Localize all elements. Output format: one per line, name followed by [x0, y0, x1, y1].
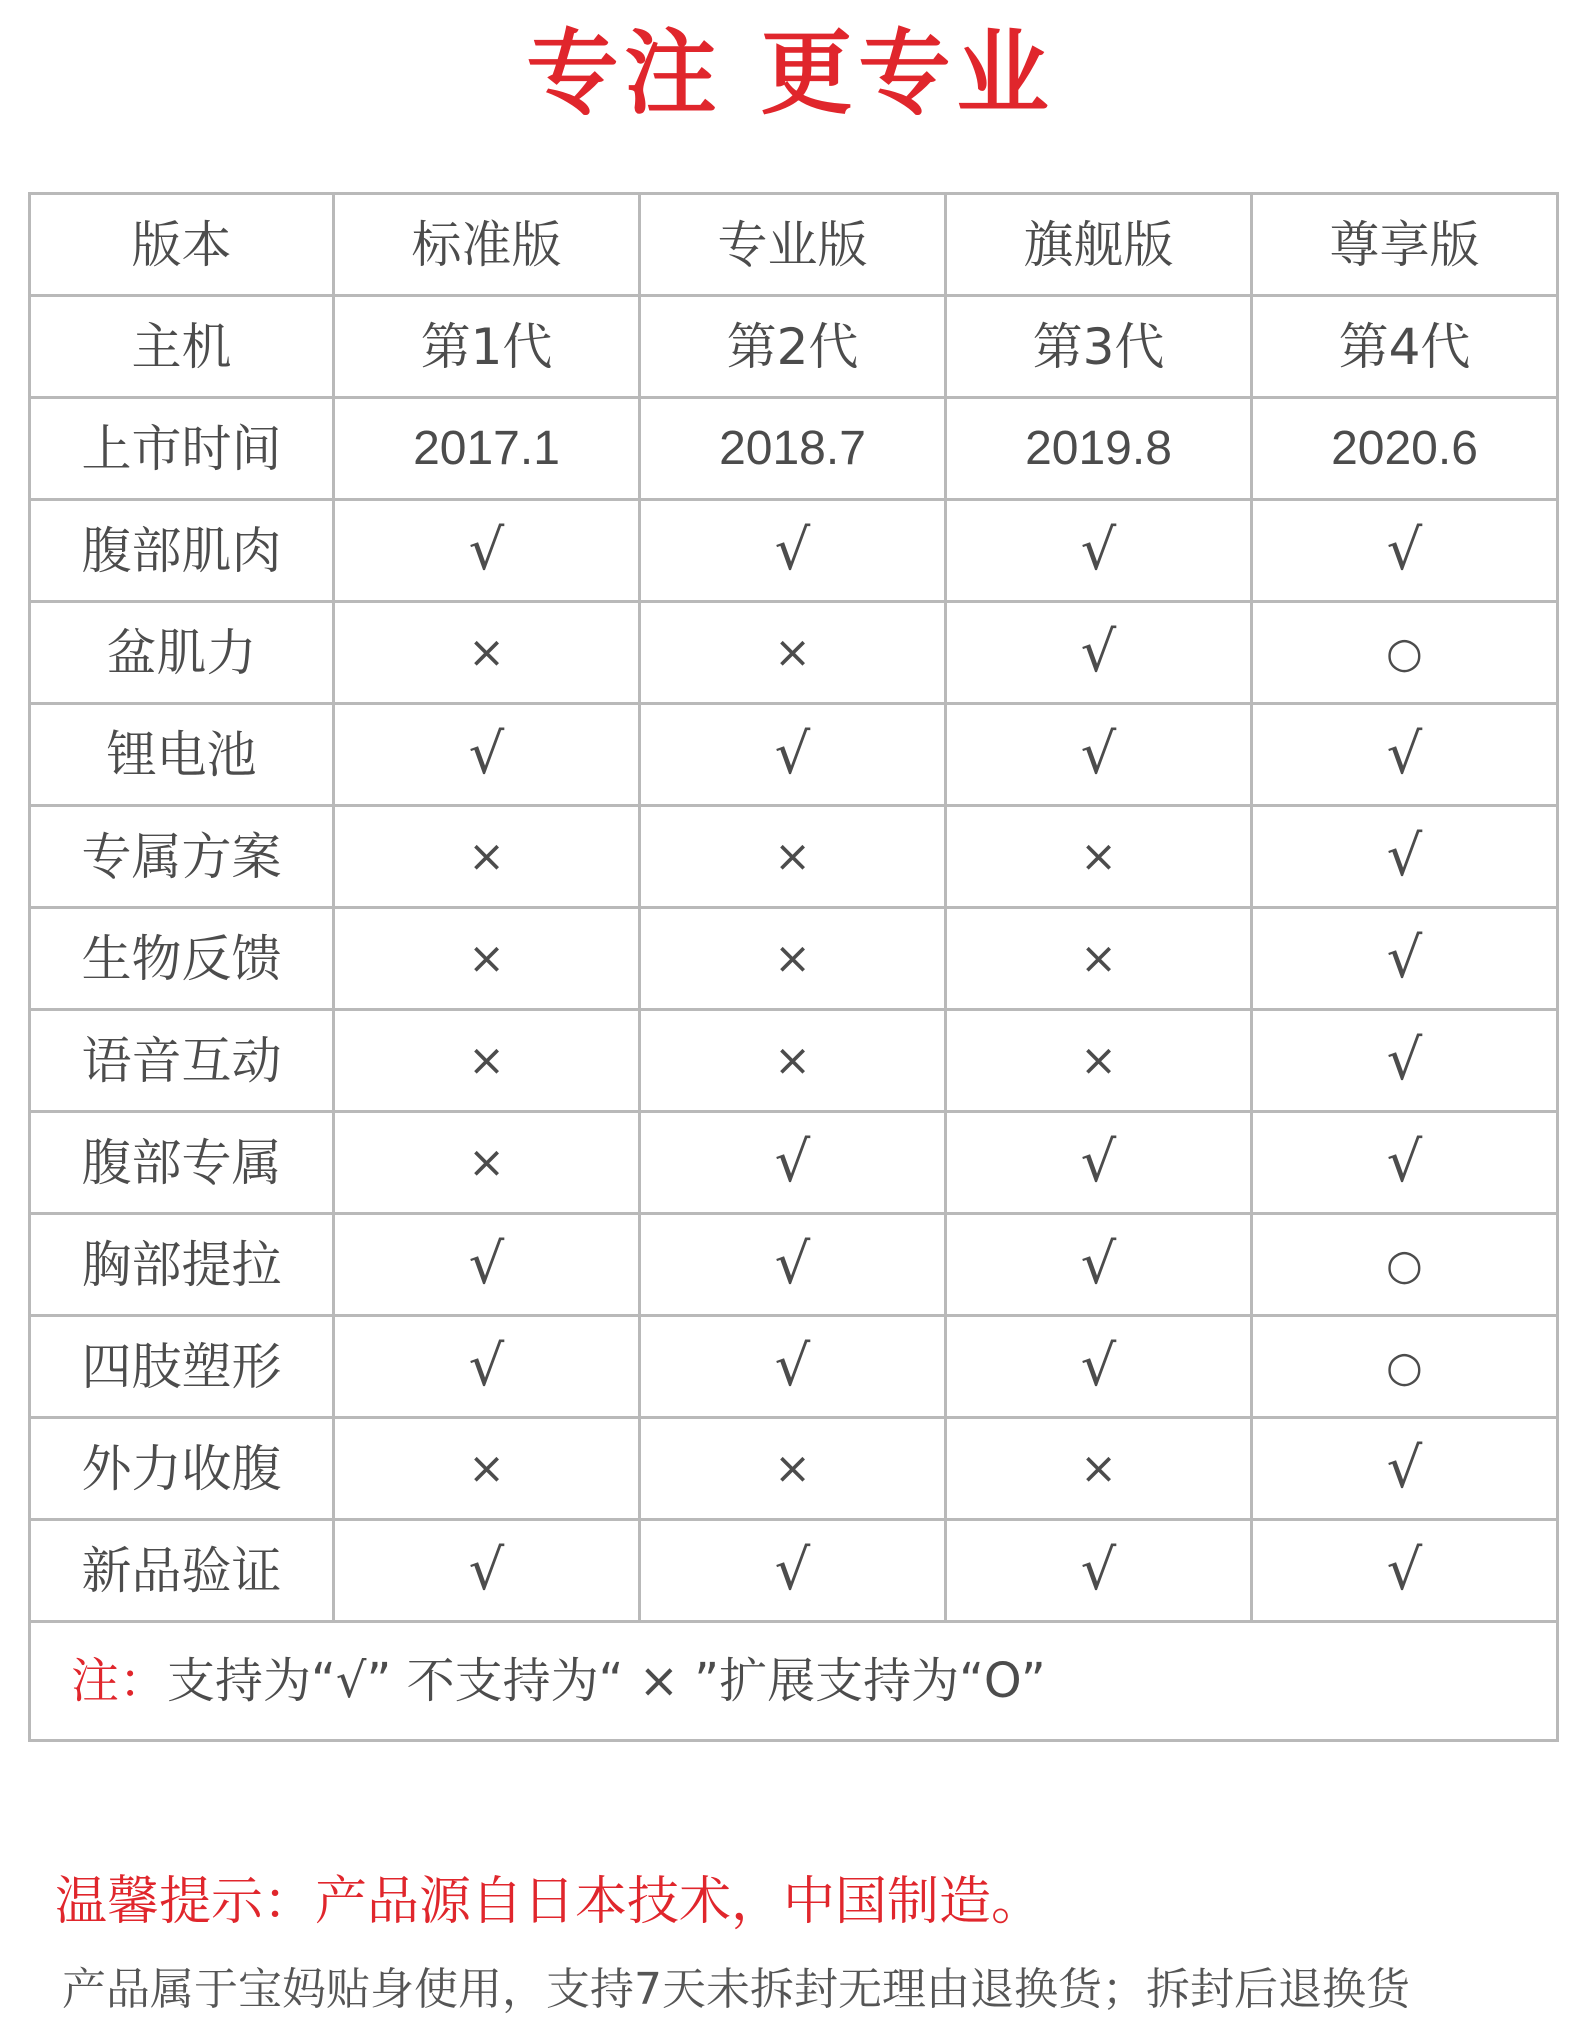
row-label-cell: 四肢塑形	[30, 1316, 334, 1418]
release-date-cell: 2020.6	[1252, 398, 1558, 500]
table-body	[30, 194, 1558, 1741]
table-row	[30, 704, 1558, 806]
cross-mark-cell: ×	[334, 1010, 640, 1112]
check-mark-cell: √	[946, 1112, 1252, 1214]
check-mark-cell: √	[946, 602, 1252, 704]
table-row	[30, 1010, 1558, 1112]
check-mark-cell: √	[640, 1214, 946, 1316]
cross-mark-cell: ×	[640, 806, 946, 908]
check-mark-cell: √	[334, 704, 640, 806]
value-cell-premium: 第4代	[1252, 296, 1558, 398]
table-row	[30, 908, 1558, 1010]
release-date-cell: 2018.7	[640, 398, 946, 500]
legend-note-row	[30, 1622, 1558, 1741]
row-label-cell: 语音互动	[30, 1010, 334, 1112]
cross-mark-cell: ×	[946, 806, 1252, 908]
release-date-cell: 2019.8	[946, 398, 1252, 500]
check-mark-cell: √	[640, 1112, 946, 1214]
row-label-cell: 专属方案	[30, 806, 334, 908]
note-text: 支持为“√” 不支持为“ × ”扩展支持为“O”	[167, 1653, 1046, 1709]
cross-mark-cell: ×	[640, 908, 946, 1010]
header-cell-professional: 专业版	[640, 194, 946, 296]
check-mark-cell: √	[640, 1316, 946, 1418]
table-row	[30, 806, 1558, 908]
check-mark-cell: √	[334, 1214, 640, 1316]
circle-mark-cell: ○	[1252, 1214, 1558, 1316]
check-mark-cell: √	[946, 1316, 1252, 1418]
check-mark-cell: √	[1252, 704, 1558, 806]
table-row	[30, 602, 1558, 704]
release-date-cell: 2017.1	[334, 398, 640, 500]
check-mark-cell: √	[640, 500, 946, 602]
header-cell-flagship: 旗舰版	[946, 194, 1252, 296]
cross-mark-cell: ×	[946, 1010, 1252, 1112]
table-row	[30, 296, 1558, 398]
cross-mark-cell: ×	[334, 1418, 640, 1520]
warm-tip: 温馨提示：产品源自日本技术，中国制造。	[55, 1872, 1044, 1932]
circle-mark-cell: ○	[1252, 1316, 1558, 1418]
cross-mark-cell: ×	[640, 602, 946, 704]
check-mark-cell: √	[334, 1520, 640, 1622]
check-mark-cell: √	[946, 1214, 1252, 1316]
check-mark-cell: √	[1252, 500, 1558, 602]
cross-mark-cell: ×	[334, 908, 640, 1010]
check-mark-cell: √	[640, 704, 946, 806]
row-label-cell: 盆肌力	[30, 602, 334, 704]
row-label-cell: 腹部肌肉	[30, 500, 334, 602]
cross-mark-cell: ×	[334, 806, 640, 908]
check-mark-cell: √	[1252, 806, 1558, 908]
table-row	[30, 1316, 1558, 1418]
page-title: 专注 更专业	[526, 19, 1055, 127]
cross-mark-cell: ×	[946, 908, 1252, 1010]
table-row	[30, 500, 1558, 602]
check-mark-cell: √	[1252, 1520, 1558, 1622]
row-label-cell: 胸部提拉	[30, 1214, 334, 1316]
table-row	[30, 1418, 1558, 1520]
check-mark-cell: √	[946, 1520, 1252, 1622]
row-label-cell: 腹部专属	[30, 1112, 334, 1214]
table-row	[30, 1112, 1558, 1214]
note-prefix: 注：	[71, 1653, 168, 1709]
row-label-cell: 外力收腹	[30, 1418, 334, 1520]
value-cell-flagship: 第3代	[946, 296, 1252, 398]
check-mark-cell: √	[640, 1520, 946, 1622]
row-label-cell: 生物反馈	[30, 908, 334, 1010]
table-row	[30, 1520, 1558, 1622]
row-label-cell: 上市时间	[30, 398, 334, 500]
header-cell-version: 版本	[30, 194, 334, 296]
table-row	[30, 398, 1558, 500]
table-header-row	[30, 194, 1558, 296]
check-mark-cell: √	[334, 1316, 640, 1418]
check-mark-cell: √	[946, 704, 1252, 806]
legend-note	[30, 1622, 1558, 1741]
check-mark-cell: √	[1252, 908, 1558, 1010]
row-label-cell: 新品验证	[30, 1520, 334, 1622]
value-cell-standard: 第1代	[334, 296, 640, 398]
version-comparison-table	[28, 192, 1559, 1742]
row-label-cell: 主机	[30, 296, 334, 398]
return-policy: 产品属于宝妈贴身使用，支持7天未拆封无理由退换货；拆封后退换货	[62, 1964, 1410, 2015]
check-mark-cell: √	[334, 500, 640, 602]
check-mark-cell: √	[946, 500, 1252, 602]
cross-mark-cell: ×	[946, 1418, 1252, 1520]
cross-mark-cell: ×	[334, 602, 640, 704]
header-cell-standard: 标准版	[334, 194, 640, 296]
cross-mark-cell: ×	[640, 1418, 946, 1520]
row-label-cell: 锂电池	[30, 704, 334, 806]
check-mark-cell: √	[1252, 1418, 1558, 1520]
table-row	[30, 1214, 1558, 1316]
header-cell-premium: 尊享版	[1252, 194, 1558, 296]
cross-mark-cell: ×	[640, 1010, 946, 1112]
check-mark-cell: √	[1252, 1010, 1558, 1112]
check-mark-cell: √	[1252, 1112, 1558, 1214]
value-cell-professional: 第2代	[640, 296, 946, 398]
circle-mark-cell: ○	[1252, 602, 1558, 704]
cross-mark-cell: ×	[334, 1112, 640, 1214]
